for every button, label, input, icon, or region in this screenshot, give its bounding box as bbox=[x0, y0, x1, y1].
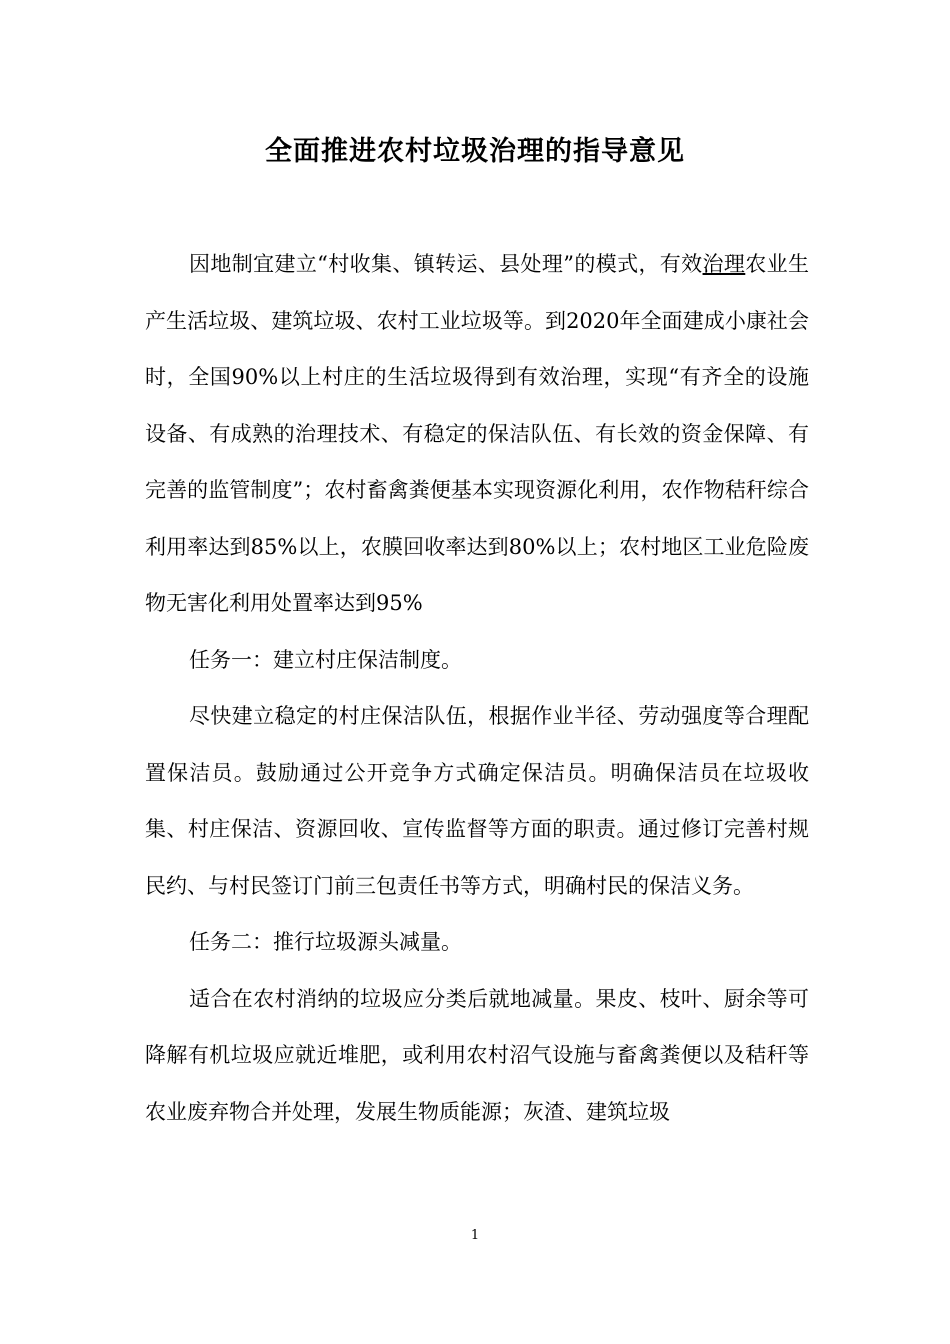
task-two-paragraph: 适合在农村消纳的垃圾应分类后就地减量。果皮、枝叶、厨余等可降解有机垃圾应就近堆肥，或利用农村沼气设施与畜禽粪便以及秸秆等农业废弃物合并处理，发展生物质能源；灰渣、建筑垃圾 bbox=[145, 986, 809, 1124]
task-two-heading: 任务二：推行垃圾源头减量。 bbox=[189, 930, 462, 954]
paragraph-goals-text-before: 因地制宜建立“村收集、镇转运、县处理”的模式，有效 bbox=[189, 252, 703, 276]
document-title: 全面推进农村垃圾治理的指导意见 bbox=[265, 136, 685, 167]
task-one-paragraph: 尽快建立稳定的村庄保洁队伍，根据作业半径、劳动强度等合理配置保洁员。鼓励通过公开竞争方式确定保洁员。明确保洁员在垃圾收集、村庄保洁、资源回收、宣传监督等方面的职责。通过修订完善村规民约、与村民签订门前三包责任书等方式，明确村民的保洁义务。 bbox=[145, 704, 809, 898]
paragraph-goals-text-after: 农业生产生活垃圾、建筑垃圾、农村工业垃圾等。到2020年全面建成小康社会时，全国90%以上村庄的生活垃圾得到有效治理，实现“有齐全的设施设备、有成熟的治理技术、有稳定的保洁队伍、有长效的资金保障、有完善的监管制度”；农村畜禽粪便基本实现资源化利用，农作物秸秆综合利用率达到85%以上，农膜回收率达到80%以上；农村地区工业危险废物无害化利用处置率达到95% bbox=[145, 252, 810, 615]
task-one-heading: 任务一：建立村庄保洁制度。 bbox=[189, 647, 462, 672]
paragraph-goals bbox=[145, 236, 809, 632]
underlined-term: 治理 bbox=[702, 252, 746, 276]
document-body bbox=[145, 236, 809, 1140]
page-number: 1 bbox=[470, 1228, 480, 1243]
